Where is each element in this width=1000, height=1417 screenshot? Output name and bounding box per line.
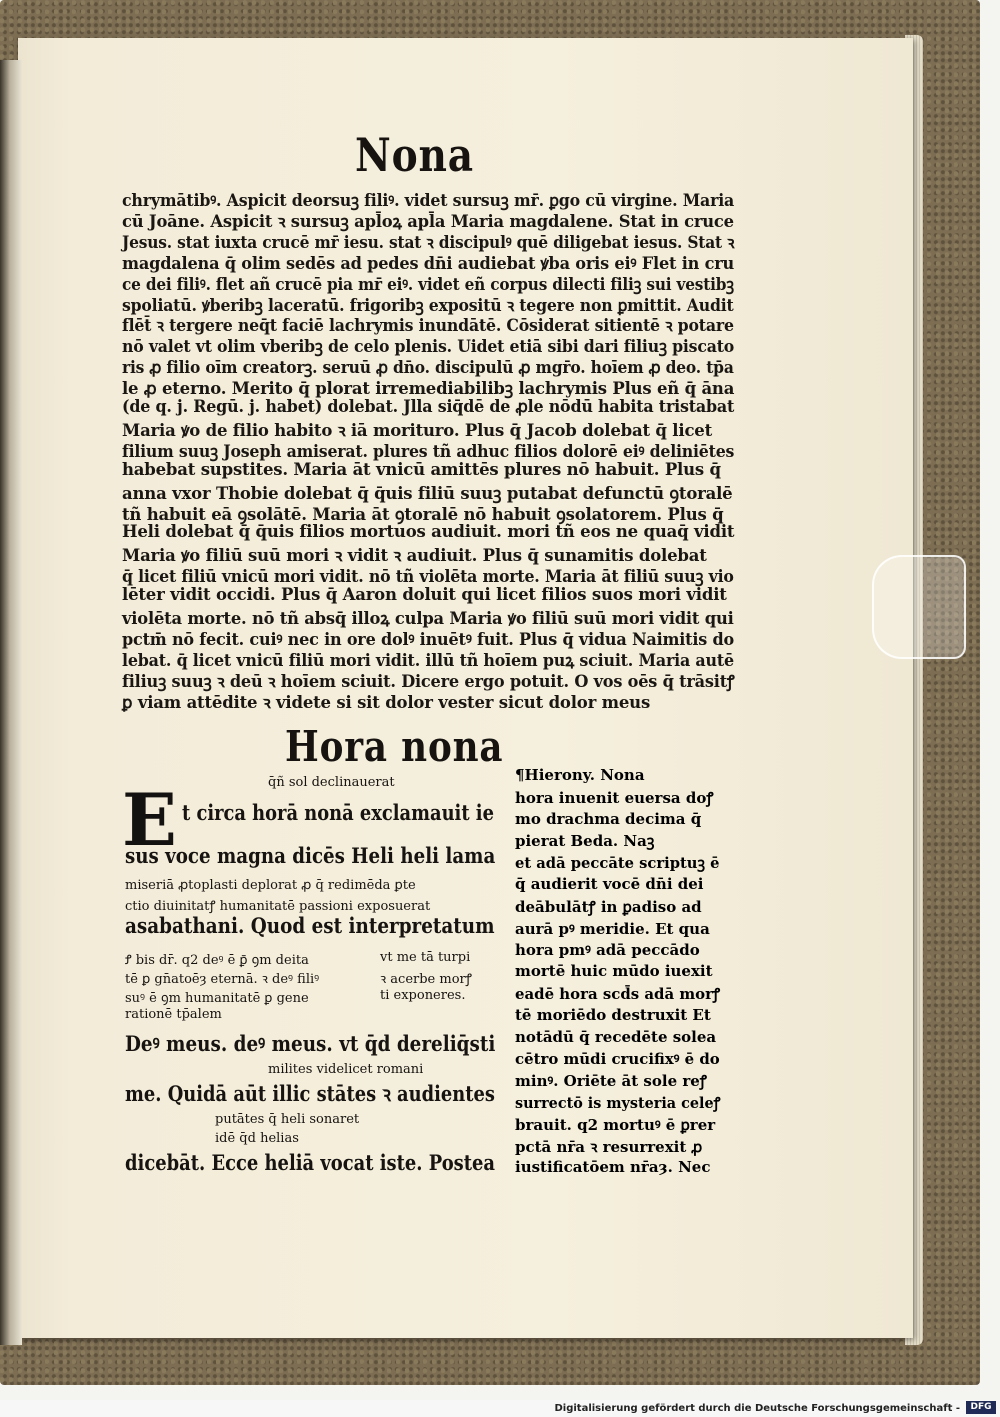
commentary-line: mo drachma decima q̄ (515, 809, 702, 828)
gloss-b-left-2: tē ꝑ gn̄atoēȝ eternā. ꝛ deꝰ filiꝰ (125, 972, 320, 987)
main-text-line: spoliatū. ꝟberibꝫ laceratū. frigoribꝫ expositū ꝛ tegere non ꝑmittit. Audit (122, 295, 734, 315)
gloss-b-right-2: ꝛ acerbe morꝭ (380, 972, 472, 987)
commentary-line: mortē huic mūdo iuexit (515, 962, 713, 981)
gloss-b-left-3: suꝰ ē ꝯm humanitatē ꝑ gene (125, 991, 309, 1006)
main-line-1: t circa horā nonā exclamauit ie (182, 800, 494, 825)
page-clip (872, 555, 966, 659)
page-heading: Nona (355, 128, 474, 182)
gloss-b-left-1: Ꝭ bis dr̄. q2 deꝰ ē ꝑ̄ ꝯm deita (125, 953, 309, 968)
dfg-logo: DFG (966, 1401, 996, 1414)
main-text-line: ce dei filiꝰ. flet añ crucē pia mr̄ eiꝰ. videt eñ corpus dilecti filiꝫ sui vestibꝫ (122, 274, 734, 294)
gloss-b-right-3: ti exponeres. (380, 988, 466, 1003)
footer-credit: Digitalisierung gefördert durch die Deutsche Forschungsgemeinschaft - (554, 1403, 960, 1414)
commentary-line: tē moriēdo destruxit Et (515, 1005, 711, 1024)
main-text-line: violēta morte. nō tñ absq̄ illoꝝ culpa Maria ꝟo filiū suū mori vidit qui (122, 609, 734, 628)
main-text-line: le ꝓ eterno. Merito q̄ plorat irremediabilibꝫ lachrymis Plus eñ q̄ āna (122, 379, 735, 399)
gloss-b-left-4: rationē tp̄alem (125, 1007, 222, 1022)
gloss-d-1: putātes q̄ heli sonaret (215, 1112, 360, 1127)
commentary-line: hora inuenit euersa doꝭ (515, 788, 714, 807)
main-line-3: asabathani. Quod est interpretatum (125, 913, 495, 938)
main-text-line: cū Joāne. Aspicit ꝛ sursuꝫ apl̄oꝝ apl̄a Maria magdalene. Stat in cruce (122, 211, 734, 231)
main-text-line: chrymātibꝰ. Aspicit deorsuꝫ filiꝰ. videt sursuꝫ mr̄. ꝑgo cū virgine. Maria (122, 191, 735, 210)
main-text-line: nō valet vt olim vberibꝫ de celo plenis. Uidet etiā sibi dari filiuꝫ piscato (122, 337, 735, 357)
main-text-line: filium suuꝫ Joseph amiserat. plures tñ adhuc filios dolorē eiꝰ deliniētes (122, 441, 735, 461)
gloss-d-2: idē q̄d helias (215, 1131, 299, 1146)
main-text-line: (de q. j. Regū. j. habet) dolebat. Jlla siq̄dē de ꝓle nōdū habita tristabat (122, 397, 735, 416)
commentary-line: deābulātꝭ in ꝑadiso ad (515, 897, 702, 916)
commentary-line: minꝰ. Oriēte āt sole reꝭ (515, 1072, 707, 1091)
commentary-line: ¶Hierony. Nona (515, 766, 645, 784)
section-heading: Hora nona (285, 722, 504, 771)
main-text-line: tñ habuit eā ꝯsolātē. Maria āt ꝯtoralē nō habuit ꝯsolatorem. Plus q̄ (122, 504, 724, 524)
commentary-line: iustificatōem nr̄aȝ. Nec (515, 1158, 711, 1177)
commentary-line: hora pmꝰ adā peccādo (515, 941, 700, 960)
commentary-line: pctā nr̄a ꝛ resurrexit ꝓ (515, 1137, 703, 1156)
commentary-line: cētro mūdi crucifixꝰ ē do (515, 1050, 720, 1069)
main-text-line: ris ꝓ filio oīm creatorꝫ. seruū ꝓ dn̄o. discipulū ꝓ mgr̄o. hoīem ꝓ deo. tp̄a (122, 358, 734, 378)
main-text-line: Jesus. stat iuxta crucē mr̄ iesu. stat ꝛ discipulꝰ quē diligebat iesus. Stat ꝛ (122, 232, 735, 252)
main-text-line: habebat supstites. Maria āt vnicū amittēs plures nō habuit. Plus q̄ (122, 459, 721, 479)
main-text-line: filiuꝫ suuꝫ ꝛ deū ꝛ hoīem sciuit. Dicere ergo potuit. O vos oēs q̄ trāsitꝭ (122, 671, 735, 691)
main-text-line: Maria ꝟo de filio habito ꝛ iā morituro. Plus q̄ Jacob dolebat q̄ licet (122, 420, 713, 440)
main-text-line: ꝑ viam attēdite ꝛ videte si sit dolor vester sicut dolor meus (122, 692, 651, 712)
main-line-5: me. Quidā aūt illic stātes ꝛ audientes (125, 1081, 495, 1106)
commentary-line: surrectō is mysteria celeꝭ (515, 1094, 721, 1112)
main-text-line: lēter vidit occidi. Plus q̄ Aaron doluit qui licet filios suos mori vidit (122, 585, 727, 605)
commentary-line: brauit. q2 mortuꝰ ē ꝑrer (515, 1115, 716, 1134)
book-gutter (0, 60, 22, 1345)
commentary-line: q̄ audierit vocē dn̄i dei (515, 875, 704, 893)
commentary-line: aurā pꝰ meridie. Et qua (515, 919, 710, 938)
gloss-top: q̄ñ sol declinauerat (268, 775, 395, 790)
gloss-b-right-1: vt me tā turpi (380, 950, 471, 965)
main-line-4: Deꝰ meus. deꝰ meus. vt q̄d dereliq̄sti (125, 1031, 496, 1056)
main-text-line: Maria ꝟo filiū suū mori ꝛ vidit ꝛ audiuit. Plus q̄ sunamitis dolebat (122, 546, 707, 566)
gloss-a-1: miseriā ꝓtoplasti deplorat ꝓ q̄ redimēda ꝑte (125, 878, 416, 893)
main-text-line: anna vxor Thobie dolebat q̄ q̄uis filiū suuꝫ putabat defunctū ꝯtoralē (122, 483, 733, 503)
main-text-line: pctm̄ nō fecit. cuiꝰ nec in ore dolꝰ inuētꝰ fuit. Plus q̄ vidua Naimitis do (122, 629, 734, 649)
main-line-6: dicebāt. Ecce heliā vocat iste. Postea (125, 1150, 495, 1175)
main-text-line: magdalena q̄ olim sedēs ad pedes dn̄i audiebat ꝟba oris eiꝰ Flet in cru (122, 253, 735, 273)
commentary-line: eadē hora scd̄s adā morꝭ (515, 985, 721, 1003)
gloss-a-2: ctio diuinitatꝭ humanitatē passioni exposuerat (125, 899, 431, 914)
commentary-line: et adā peccāte scriptuꝫ ē (515, 854, 720, 873)
main-text-line: q̄ licet filiū vnicū mori vidit. nō tñ violēta morte. Maria āt filiū suuꝫ vio (122, 567, 734, 587)
gloss-c: milites videlicet romani (268, 1062, 424, 1077)
initial-letter: E (122, 777, 177, 862)
main-text-line: Heli dolebat q̄ q̄uis filios mortuos audiuit. mori tñ eos ne quaq̄ vidit (122, 522, 735, 542)
main-text-line: flēt̄ ꝛ tergere neq̄t faciē lachrymis inundātē. Cōsiderat sitientē ꝛ potare (122, 316, 734, 336)
commentary-line: pierat Beda. Naꝫ (515, 832, 655, 851)
commentary-line: notādū q̄ recedēte solea (515, 1027, 717, 1046)
main-text-line: lebat. q̄ licet vnicū filiū mori vidit. illū tñ hoīem puꝝ sciuit. Maria autē (122, 650, 734, 670)
main-line-2: sus voce magna dicēs Heli heli lama (125, 843, 496, 868)
